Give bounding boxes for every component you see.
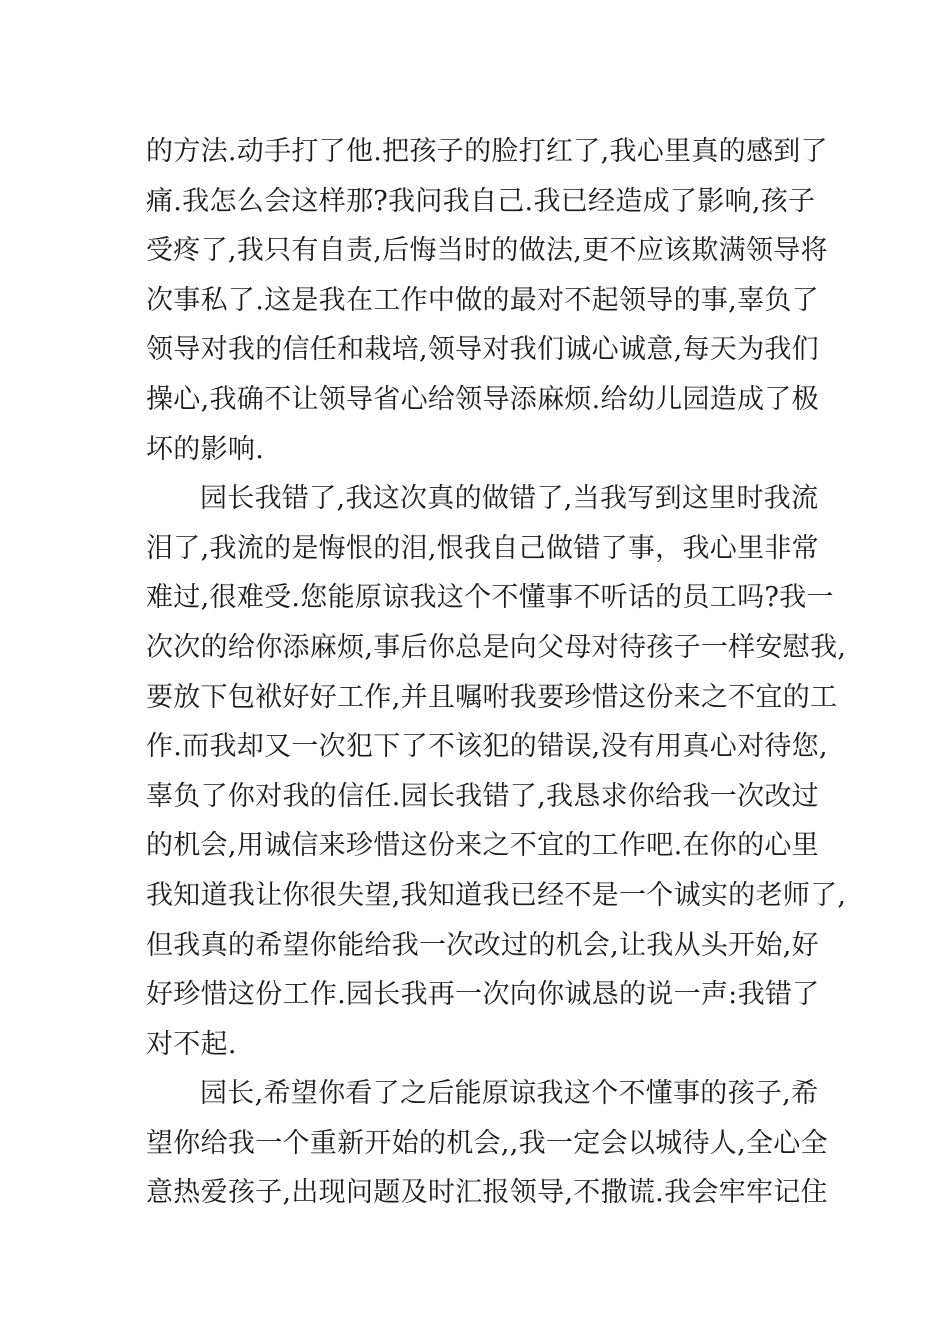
text-line: 望你给我一个重新开始的机会,,我一定会以城待人,全心全 xyxy=(146,1127,828,1159)
text-line: 受疼了,我只有自责,后悔当时的做法,更不应该欺满领导将 xyxy=(146,235,828,267)
text-line: 次次的给你添麻烦,事后你总是向父母对待孩子一样安慰我, xyxy=(146,631,847,663)
body-text xyxy=(146,127,847,1218)
text-line: 意热爱孩子,出现问题及时汇报领导,不撒谎.我会牢牢记住 xyxy=(146,1177,828,1209)
text-line: 次事私了.这是我在工作中做的最对不起领导的事,辜负了 xyxy=(146,284,819,316)
text-line: 但我真的希望你能给我一次改过的机会,让我从头开始,好 xyxy=(146,929,819,961)
text-line: 我知道我让你很失望,我知道我已经不是一个诚实的老师了, xyxy=(146,879,847,911)
text-line: 对不起. xyxy=(146,1028,237,1060)
text-line: 的机会,用诚信来珍惜这份来之不宜的工作吧.在你的心里 xyxy=(146,830,819,862)
text-line: 的方法.动手打了他.把孩子的脸打红了,我心里真的感到了 xyxy=(146,136,828,167)
text-line: 领导对我的信任和栽培,领导对我们诚心诚意,每天为我们 xyxy=(146,334,819,366)
paragraph-start-line: 园长我错了,我这次真的做错了,当我写到这里时我流 xyxy=(200,483,819,515)
paragraph-start-line: 园长,希望你看了之后能原谅我这个不懂事的孩子,希 xyxy=(200,1078,819,1110)
text-line: 难过,很难受.您能原谅我这个不懂事不听话的员工吗?我一 xyxy=(146,582,834,614)
text-line: 痛.我怎么会这样那?我问我自己.我已经造成了影响,孩子 xyxy=(146,185,816,217)
text-line: 好珍惜这份工作.园长我再一次向你诚恳的说一声:我错了 xyxy=(146,979,820,1011)
text-line: 坏的影响. xyxy=(146,433,265,465)
text-line: 作.而我却又一次犯下了不该犯的错误,没有用真心对待您, xyxy=(146,731,828,763)
text-line: 操心,我确不让领导省心给领导添麻烦.给幼儿园造成了极 xyxy=(146,383,819,415)
text-line: 要放下包袱好好工作,并且嘱咐我要珍惜这份来之不宜的工 xyxy=(146,681,838,713)
text-line: 辜负了你对我的信任.园长我错了,我恳求你给我一次改过 xyxy=(146,780,819,812)
text-line: 泪了,我流的是悔恨的泪,恨我自己做错了事，我心里非常 xyxy=(146,532,819,564)
